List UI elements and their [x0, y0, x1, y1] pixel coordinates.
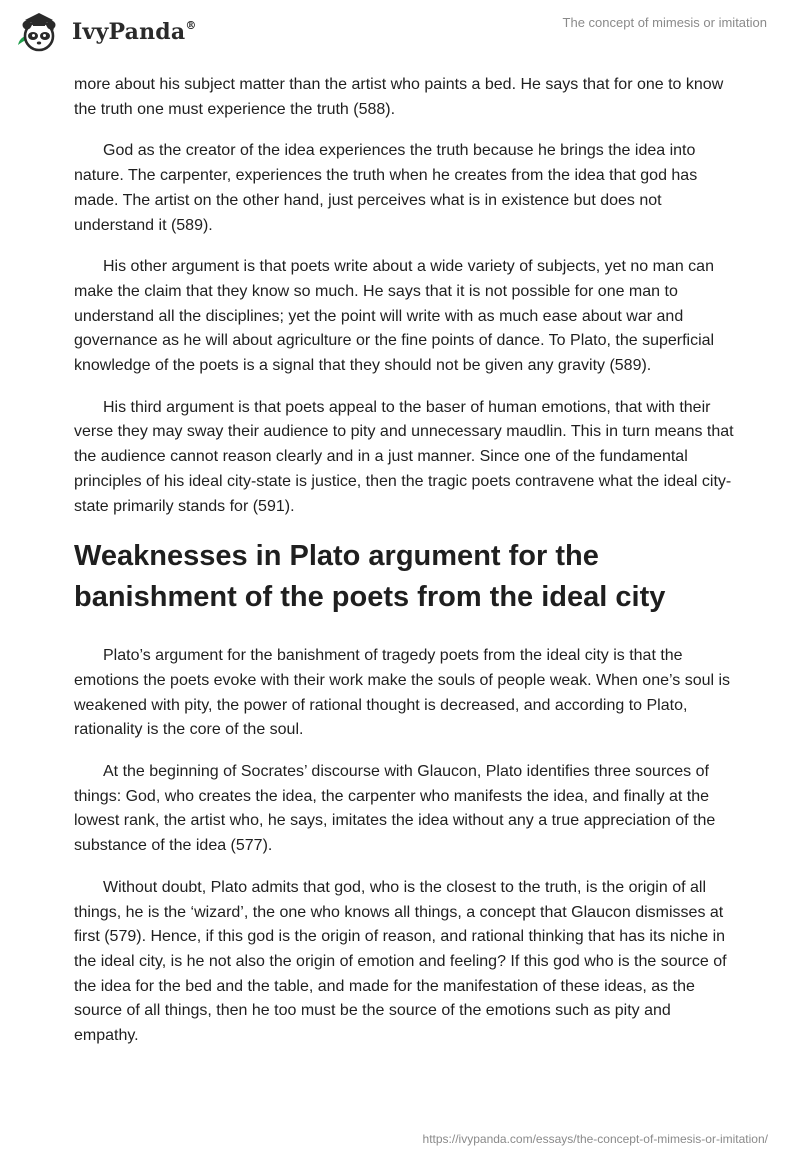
source-url[interactable]: https://ivypanda.com/essays/the-concept-of-mimesis-or-imitation/ [422, 1132, 768, 1146]
paragraph: more about his subject matter than the artist who paints a bed. He says that for one to know the truth one must experience the truth (588). [74, 76, 724, 118]
essay-content [74, 73, 734, 1066]
document-title: The concept of mimesis or imitation [562, 15, 767, 30]
brand-name: IvyPanda® [72, 18, 197, 45]
section-heading: Weaknesses in Plato argument for the banishment of the poets from the ideal city [74, 540, 666, 614]
paragraph: Plato’s argument for the banishment of tragedy poets from the ideal city is that the emotions the poets evoke with their work make the souls of people weak. When one’s soul is weakened with pity, the power of rational thought is decreased, and according to Plato, rationality is the core of the soul. [74, 647, 731, 739]
page-header [0, 0, 800, 64]
paragraph: His third argument is that poets appeal to the baser of human emotions, that with their verse they may sway their audience to pity and unnecessary maudlin. This in turn means that the audience cannot reason clearly and in a just manner. Since one of the fundamental principles of his ideal city-state is justice, then the tragic poets contravene what the ideal city-state primarily stands for (591). [74, 398, 734, 515]
panda-graduate-icon [14, 8, 64, 56]
paragraph: God as the creator of the idea experiences the truth because he brings the idea into nature. The carpenter, experiences the truth when he creates from the idea that god has made. The artist on the other hand, just perceives what is in existence but does not understand it (589). [74, 142, 698, 234]
paragraph: His other argument is that poets write about a wide variety of subjects, yet no man can make the claim that they know so much. He says that it is not possible for one man to understand all the disciplines; yet the point will write with as much ease about war and governance as he will about agriculture or the fine points of dance. To Plato, the superficial knowledge of the poets is a signal that they should not be given any gravity (589). [74, 258, 715, 375]
paragraph: Without doubt, Plato admits that god, who is the closest to the truth, is the origin of all things, he is the ‘wizard’, the one who knows all things, a concept that Glaucon dismisses at first (579). Hence, if this god is the origin of reason, and rational thinking that has its niche in the ideal city, is he not also the origin of emotion and feeling? If this god who is the source of the idea for the bed and the table, and made for the manifestation of these ideas, as the source of all things, then he too must be the source of the emotions such as pity and empathy. [74, 878, 727, 1045]
paragraph: At the beginning of Socrates’ discourse with Glaucon, Plato identifies three sources of things: God, who creates the idea, the carpenter who manifests the idea, and finally at the lowest rank, the artist who, he says, imitates the idea without any a true appreciation of the substance of the idea (577). [74, 763, 716, 855]
ivypanda-logo[interactable] [14, 8, 197, 56]
